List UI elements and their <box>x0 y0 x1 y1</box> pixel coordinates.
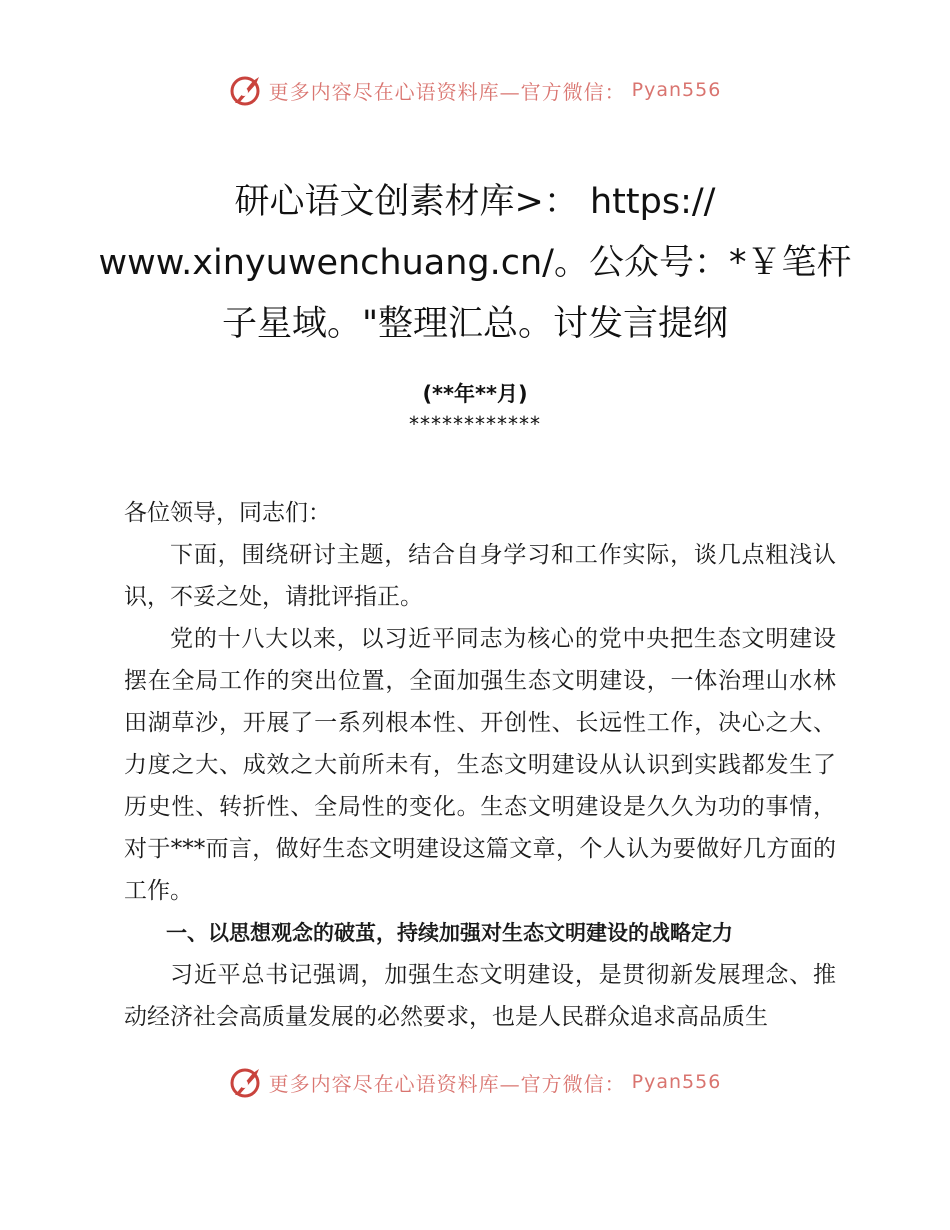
footer-watermark <box>0 1062 950 1102</box>
title-line-3: 子星域。"整理汇总。讨发言提纲 <box>221 304 729 344</box>
title-line-1: 研心语文创素材库>： https:// <box>234 182 716 222</box>
header-watermark <box>0 70 950 110</box>
document-date: (**年**月) <box>422 382 528 406</box>
salutation: 各位领导，同志们： <box>124 500 331 526</box>
section-heading-1: 一、以思想观念的破茧，持续加强对生态文明建设的战略定力 <box>166 921 733 945</box>
quill-logo-icon <box>229 1065 263 1099</box>
intro-paragraph: 下面，围绕研讨主题，结合自身学习和工作实际，谈几点粗浅认识，不妥之处，请批评指正。 <box>124 542 836 610</box>
watermark-text: 更多内容尽在心语资料库—官方微信： <box>268 1071 626 1096</box>
watermark-text: 更多内容尽在心语资料库—官方微信： <box>268 79 626 104</box>
watermark-handle: Pyan556 <box>631 1071 722 1093</box>
section-1-paragraph: 习近平总书记强调，加强生态文明建设，是贯彻新发展理念、推动经济社会高质量发展的必然要求，也是人民群众追求高品质生 <box>124 962 836 1030</box>
document-author: ************ <box>409 412 541 436</box>
watermark-handle: Pyan556 <box>631 79 722 101</box>
document-body <box>124 492 836 1038</box>
quill-logo-icon <box>229 73 263 107</box>
background-paragraph: 党的十八大以来，以习近平同志为核心的党中央把生态文明建设摆在全局工作的突出位置，全面加强生态文明建设，一体治理山水林田湖草沙，开展了一系列根本性、开创性、长远性工作，决心之大、力度之大、成效之大前所未有，生态文明建设从认识到实践都发生了历史性、转折性、全局性的变化。生态文明建设是久久为功的事情，对于***而言，做好生态文明建设这篇文章，个人认为要做好几方面的工作。 <box>124 626 836 904</box>
title-line-2: www.xinyuwenchuang.cn/。公众号：*￥笔杆 <box>98 243 852 283</box>
document-title <box>95 172 855 355</box>
